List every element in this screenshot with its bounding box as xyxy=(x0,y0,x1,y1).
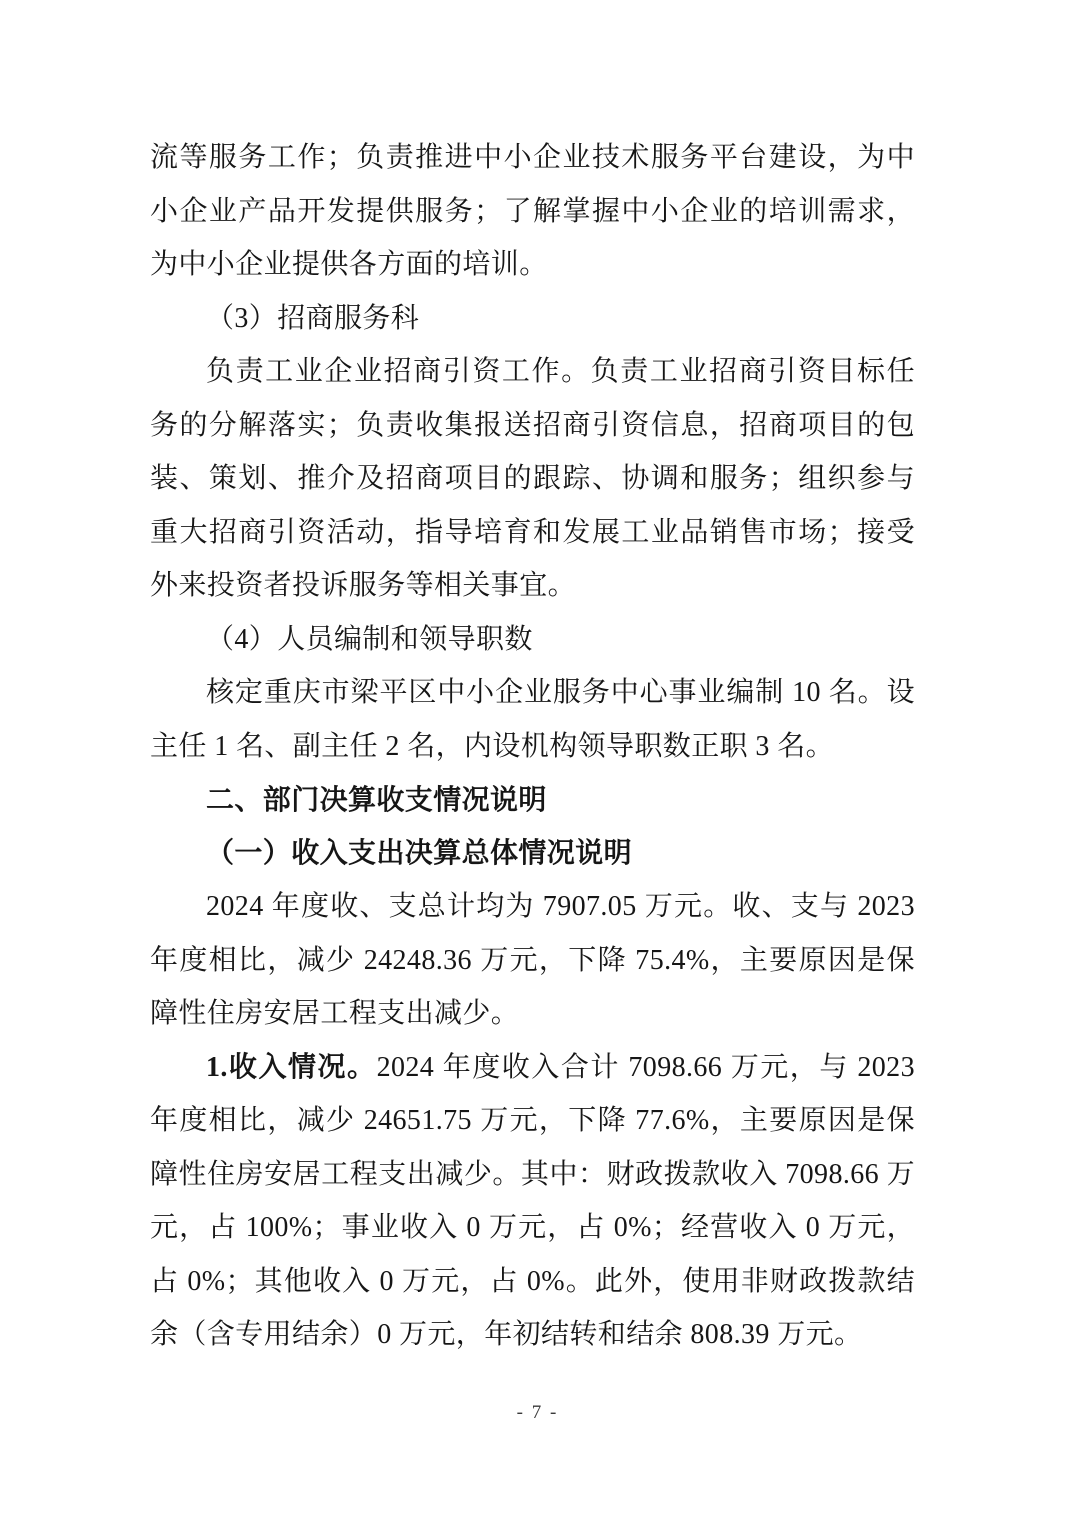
paragraph-overview: 2024 年度收、支总计均为 7907.05 万元。收、支与 2023 年度相比，减少 24248.36 万元，下降 75.4%，主要原因是保障性住房安居工程支出减少。 xyxy=(150,891,915,1029)
page-number: - 7 - xyxy=(516,1402,559,1423)
paragraph-continuation: 流等服务工作；负责推进中小企业技术服务平台建设，为中小企业产品开发提供服务；了解掌握中小企业的培训需求，为中小企业提供各方面的培训。 xyxy=(150,142,915,280)
income-body-text: 2024 年度收入合计 7098.66 万元，与 2023 年度相比，减少 24651.75 万元，下降 77.6%，主要原因是保障性住房安居工程支出减少。其中：财政拨款收入 7098.66 万元，占 100%；事业收入 0 万元，占 0%；经营收入 0 万元，占 0%；其他收入 0 万元，占 0%。此外，使用非财政拨款结余（含专用结余）0 万元，年初结转和结余 808.39 万元。 xyxy=(150,1051,915,1350)
paragraph-income xyxy=(150,1041,915,1362)
section-heading-2: 二、部门决算收支情况说明 xyxy=(206,784,547,815)
paragraph-item3-body: 负责工业企业招商引资工作。负责工业招商引资目标任务的分解落实；负责收集报送招商引资信息，招商项目的包装、策划、推介及招商项目的跟踪、协调和服务；组织参与重大招商引资活动，指导培育和发展工业品销售市场；接受外来投资者投诉服务等相关事宜。 xyxy=(150,356,915,601)
document-body xyxy=(150,131,915,1362)
income-lead-label: 1.收入情况。 xyxy=(206,1051,377,1083)
paragraph-item4-title: （4）人员编制和领导职数 xyxy=(206,623,533,655)
paragraph-item4-body: 核定重庆市梁平区中小企业服务中心事业编制 10 名。设主任 1 名、副主任 2 名，内设机构领导职数正职 3 名。 xyxy=(150,677,915,762)
paragraph-item3-title: （3）招商服务科 xyxy=(206,302,420,334)
subsection-heading-2-1: （一）收入支出决算总体情况说明 xyxy=(206,837,633,869)
